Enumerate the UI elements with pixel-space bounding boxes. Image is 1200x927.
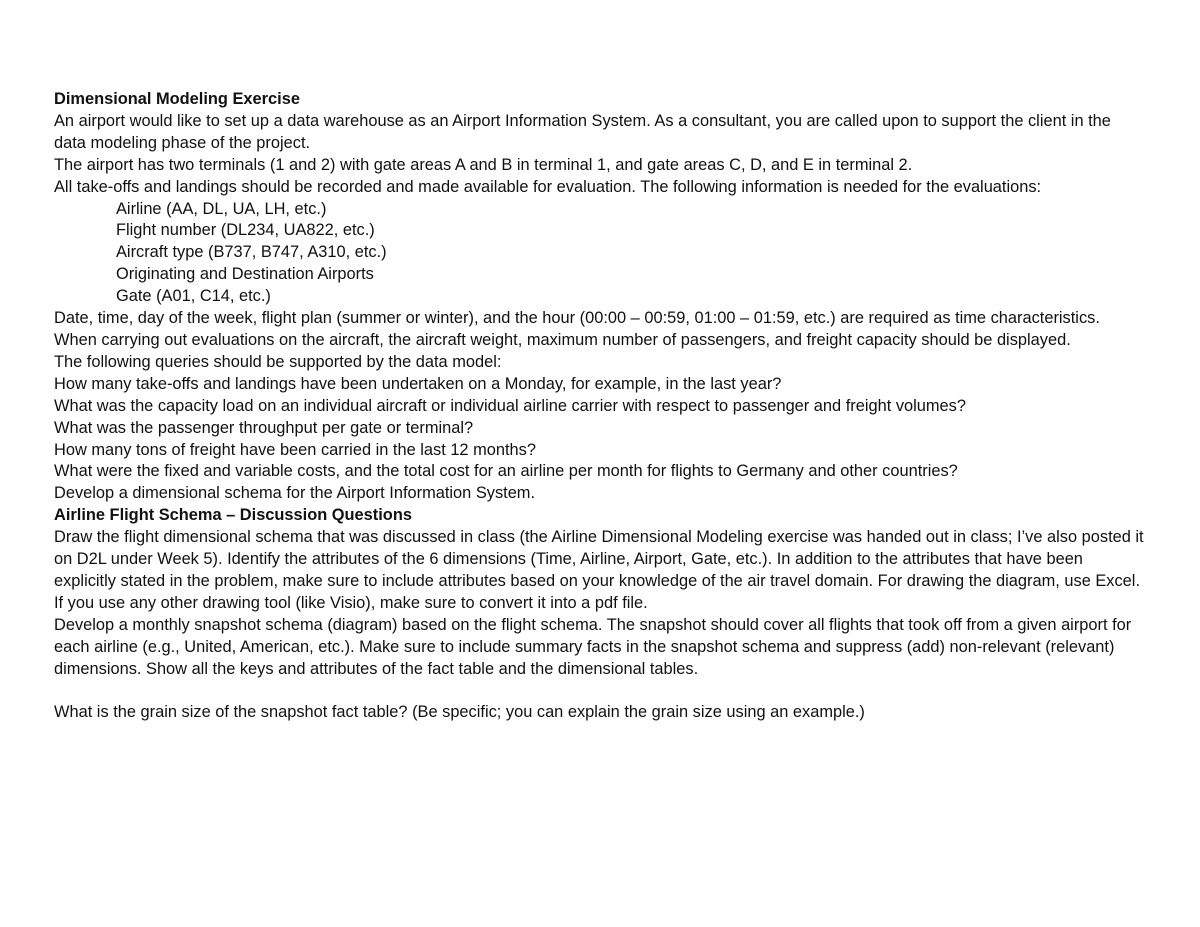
- queries-intro: The following queries should be supported by the data model:: [54, 352, 502, 371]
- blank-line: [54, 680, 1144, 702]
- heading-discussion-questions: Airline Flight Schema – Discussion Questions: [54, 506, 412, 525]
- heading-dimensional-modeling: Dimensional Modeling Exercise: [54, 90, 300, 108]
- aircraft-evaluation-paragraph: When carrying out evaluations on the aircraft, the aircraft weight, maximum number of passengers, and freight capacity should be displayed.: [54, 330, 1071, 349]
- question-snapshot-schema: Develop a monthly snapshot schema (diagram) based on the flight schema. The snapshot should cover all flights that took off from a given airport for each airline (e.g., United, American, etc.). Make sure to include summary facts in the snapshot schema and suppress (add) non-relevant (relevant) dimensions. Show all the keys and attributes of the fact table and the dimensional tables.: [54, 615, 1132, 678]
- intro-paragraph: An airport would like to set up a data warehouse as an Airport Information System. As a consultant, you are called upon to support the client in the data modeling phase of the project.: [54, 111, 1111, 152]
- info-item-aircraft-type: Aircraft type (B737, B747, A310, etc.): [116, 243, 387, 262]
- info-item-flight-number: Flight number (DL234, UA822, etc.): [116, 221, 375, 240]
- question-draw-schema: Draw the flight dimensional schema that was discussed in class (the Airline Dimensional Modeling exercise was handed out in class; I’ve also posted it on D2L under Week 5). Identify the attributes of the 6 dimensions (Time, Airline, Airport, Gate, etc.). In addition to the attributes that have been explicitly stated in the problem, make sure to include attributes based on your knowledge of the air travel domain. For drawing the diagram, use Excel. If you use any other drawing tool (like Visio), make sure to convert it into a pdf file.: [54, 528, 1144, 612]
- query-capacity-load: What was the capacity load on an individual aircraft or individual airline carrier with respect to passenger and freight volumes?: [54, 396, 966, 415]
- info-item-gate: Gate (A01, C14, etc.): [116, 287, 271, 306]
- time-characteristics-paragraph: Date, time, day of the week, flight plan (summer or winter), and the hour (00:00 – 00:59, 01:00 – 01:59, etc.) are required as time characteristics.: [54, 309, 1100, 328]
- info-item-airline: Airline (AA, DL, UA, LH, etc.): [116, 199, 327, 218]
- query-passenger-throughput: What was the passenger throughput per gate or terminal?: [54, 418, 474, 437]
- question-grain-size: What is the grain size of the snapshot fact table? (Be specific; you can explain the grain size using an example.): [54, 703, 865, 722]
- document-page: [54, 89, 1144, 724]
- query-takeoffs-landings: How many take-offs and landings have been undertaken on a Monday, for example, in the last year?: [54, 374, 782, 393]
- info-item-airports: Originating and Destination Airports: [116, 265, 374, 284]
- records-paragraph: All take-offs and landings should be recorded and made available for evaluation. The following information is needed for the evaluations:: [54, 177, 1042, 196]
- query-freight-tons: How many tons of freight have been carried in the last 12 months?: [54, 440, 536, 459]
- terminals-paragraph: The airport has two terminals (1 and 2) with gate areas A and B in terminal 1, and gate areas C, D, and E in terminal 2.: [54, 155, 913, 174]
- query-costs: What were the fixed and variable costs, and the total cost for an airline per month for flights to Germany and other countries?: [54, 462, 958, 481]
- develop-schema-paragraph: Develop a dimensional schema for the Airport Information System.: [54, 484, 536, 503]
